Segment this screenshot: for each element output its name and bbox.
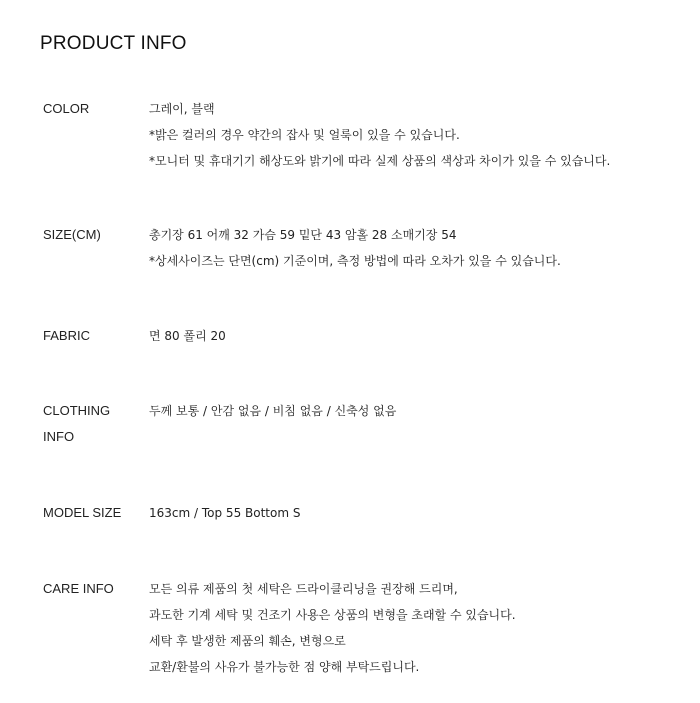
- fabric-composition: 면 80 폴리 20: [149, 329, 226, 343]
- row-label-model-size: MODEL SIZE: [43, 505, 122, 520]
- row-label-care: CARE INFO: [43, 581, 114, 596]
- row-values-clothing: [149, 398, 694, 424]
- row-label-color: COLOR: [43, 101, 90, 116]
- row-values-care: [149, 576, 694, 680]
- page-title: PRODUCT INFO: [40, 33, 187, 54]
- care-line-4: 교환/환불의 사유가 불가능한 점 양해 부탁드립니다.: [149, 660, 420, 674]
- row-label-fabric: FABRIC: [43, 328, 90, 343]
- row-values-color: [149, 96, 694, 174]
- row-label-clothing-line2: INFO: [43, 429, 75, 444]
- row-label-clothing-line1: CLOTHING: [43, 403, 111, 418]
- row-values-size: [149, 222, 694, 274]
- care-line-3: 세탁 후 발생한 제품의 훼손, 변형으로: [149, 634, 346, 648]
- row-values-fabric: [149, 323, 694, 349]
- row-label-size: SIZE(CM): [43, 227, 101, 242]
- color-value: 그레이, 블랙: [149, 102, 215, 116]
- model-size-value: 163cm / Top 55 Bottom S: [149, 506, 301, 520]
- size-note: *상세사이즈는 단면(cm) 기준이며, 측정 방법에 따라 오차가 있을 수 있습니다.: [149, 254, 561, 268]
- size-measurements: 총기장 61 어깨 32 가슴 59 밑단 43 암홀 28 소매기장 54: [149, 228, 457, 242]
- color-note-monitor: *모니터 및 휴대기기 해상도와 밝기에 따라 실제 상품의 색상과 차이가 있을 수 있습니다.: [149, 154, 611, 168]
- care-line-2: 과도한 기계 세탁 및 건조기 사용은 상품의 변형을 초래할 수 있습니다.: [149, 608, 516, 622]
- care-line-1: 모든 의류 제품의 첫 세탁은 드라이클리닝을 권장해 드리며,: [149, 582, 458, 596]
- row-values-model-size: [149, 500, 694, 526]
- color-note-fabric: *밝은 컬러의 경우 약간의 잡사 및 얼룩이 있을 수 있습니다.: [149, 128, 460, 142]
- row-label-clothing: [43, 398, 110, 450]
- clothing-attributes: 두께 보통 / 안감 없음 / 비침 없음 / 신축성 없음: [149, 404, 397, 418]
